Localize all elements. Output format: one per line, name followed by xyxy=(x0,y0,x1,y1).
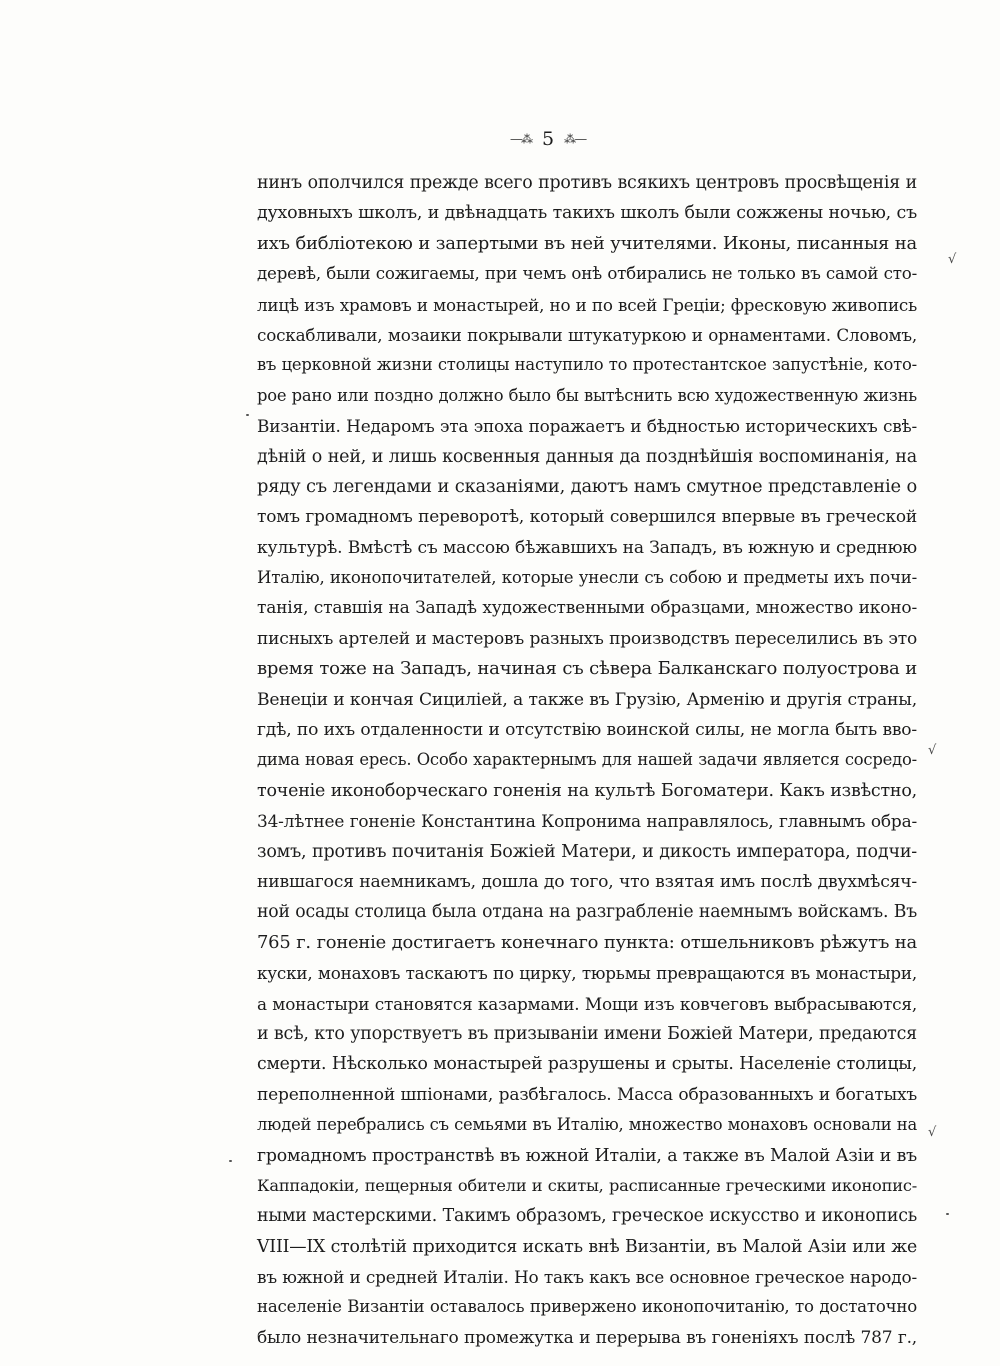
text-line: танія, ставшія на Западѣ художественными образцами, множество иконо- xyxy=(257,598,917,619)
text-line: нившагося наемникамъ, дошла до того, что взятая имъ послѣ двухмѣсяч- xyxy=(257,871,917,892)
text-line: громадномъ пространствѣ въ южной Италіи, а также въ Малой Азіи и въ xyxy=(257,1145,917,1166)
text-line: людей перебрались съ семьями въ Италію, множество монаховъ основали на xyxy=(257,1115,917,1135)
text-line: рое рано или поздно должно было бы вытѣснить всю художественную жизнь xyxy=(257,385,917,405)
text-line: время тоже на Западъ, начиная съ сѣвера Балканскаго полуострова и xyxy=(257,658,917,680)
text-line: ряду съ легендами и сказаніями, даютъ намъ смутное представленіе о xyxy=(257,475,917,497)
text-line: въ церковной жизни столицы наступило то протестантское запустѣніе, кото- xyxy=(257,355,917,375)
text-line: культурѣ. Вмѣстѣ съ массою бѣжавшихъ на Западъ, въ южную и среднюю xyxy=(257,537,917,558)
margin-mark: √ xyxy=(928,743,937,758)
text-line: а монастыри становятся казармами. Мощи изъ ковчеговъ выбрасываются, xyxy=(257,993,917,1014)
text-line: дима новая ересь. Особо характернымъ для нашей задачи является сосредо- xyxy=(257,750,917,770)
text-line: Италію, иконопочитателей, которые унесли съ собою и предметы ихъ почи- xyxy=(257,568,917,588)
text-line: лицѣ изъ храмовъ и монастырей, но и по всей Греціи; фресковую живопись xyxy=(257,294,917,315)
text-line: гдѣ, по ихъ отдаленности и отсутствію воинской силы, не могла быть вво- xyxy=(257,720,917,741)
margin-mark: √ xyxy=(948,252,957,267)
text-line: въ южной и средней Италіи. Но такъ какъ все основное греческое народо- xyxy=(257,1267,917,1288)
ornament-right: ⁂— xyxy=(564,132,587,146)
text-line: писныхъ артелей и мастеровъ разныхъ производствъ переселились въ это xyxy=(257,628,917,649)
text-line: 765 г. гоненіе достигаетъ конечнаго пункта: отшельниковъ рѣжутъ на xyxy=(257,931,917,953)
ink-speck xyxy=(246,414,249,416)
page-number: 5 xyxy=(542,128,555,150)
page-header xyxy=(510,124,650,154)
text-line: духовныхъ школъ, и двѣнадцать такихъ школъ были сожжены ночью, съ xyxy=(257,203,917,224)
text-line: соскабливали, мозаики покрывали штукатуркою и орнаментами. Словомъ, xyxy=(257,324,917,345)
text-line: деревѣ, были сожигаемы, при чемъ онѣ отбирались не только въ самой сто- xyxy=(257,264,917,284)
ink-speck xyxy=(946,1213,949,1215)
text-line: было незначительнаго промежутка и перерыва въ гоненіяхъ послѣ 787 г., xyxy=(257,1327,917,1348)
ink-speck xyxy=(229,1160,232,1162)
text-line: переполненной шпіонами, разбѣгалось. Масса образованныхъ и богатыхъ xyxy=(257,1084,917,1105)
text-line: ными мастерскими. Такимъ образомъ, греческое искусство и иконопись xyxy=(257,1206,917,1227)
margin-mark: √ xyxy=(928,1125,937,1140)
text-line: Венеціи и кончая Сициліей, а также въ Грузію, Арменію и другія страны, xyxy=(257,689,917,710)
text-line: куски, монаховъ таскаютъ по цирку, тюрьмы превращаются въ монастыри, xyxy=(257,963,917,984)
text-line: смерти. Нѣсколько монастырей разрушены и срыты. Населеніе столицы, xyxy=(257,1054,917,1075)
text-line: зомъ, противъ почитанія Божіей Матери, и дикость императора, подчи- xyxy=(257,841,917,862)
text-line: ной осады столица была отдана на разграбленіе наемнымъ войскамъ. Въ xyxy=(257,902,917,923)
text-line: нинъ ополчился прежде всего противъ всякихъ центровъ просвѣщенія и xyxy=(257,173,917,193)
ornament-left: —⁂ xyxy=(510,132,532,146)
body-text xyxy=(257,168,917,1353)
text-line: населеніе Византіи оставалось привержено иконопочитанію, то достаточно xyxy=(257,1297,917,1317)
text-line: томъ громадномъ переворотѣ, который совершился впервые въ греческой xyxy=(257,507,917,528)
text-line: дѣній о ней, и лишь косвенныя данныя да позднѣйшія воспоминанія, на xyxy=(257,446,917,467)
text-line: 34-лѣтнее гоненіе Константина Копронима направлялось, главнымъ обра- xyxy=(257,811,917,832)
text-line: точеніе иконоборческаго гоненія на культѣ Богоматери. Какъ извѣстно, xyxy=(257,780,917,801)
text-line: и всѣ, кто упорствуетъ въ призываніи имени Божіей Матери, предаются xyxy=(257,1023,917,1044)
text-line: ихъ библіотекою и запертыми въ ней учителями. Иконы, писанныя на xyxy=(257,232,917,254)
text-line: Византіи. Недаромъ эта эпоха поражаетъ и бѣдностью историческихъ свѣ- xyxy=(257,416,917,437)
text-line: Каппадокіи, пещерныя обители и скиты, расписанные греческими иконопис- xyxy=(257,1175,917,1195)
text-line: VIII—IX столѣтій приходится искать внѣ Византіи, въ Малой Азіи или же xyxy=(257,1236,917,1257)
